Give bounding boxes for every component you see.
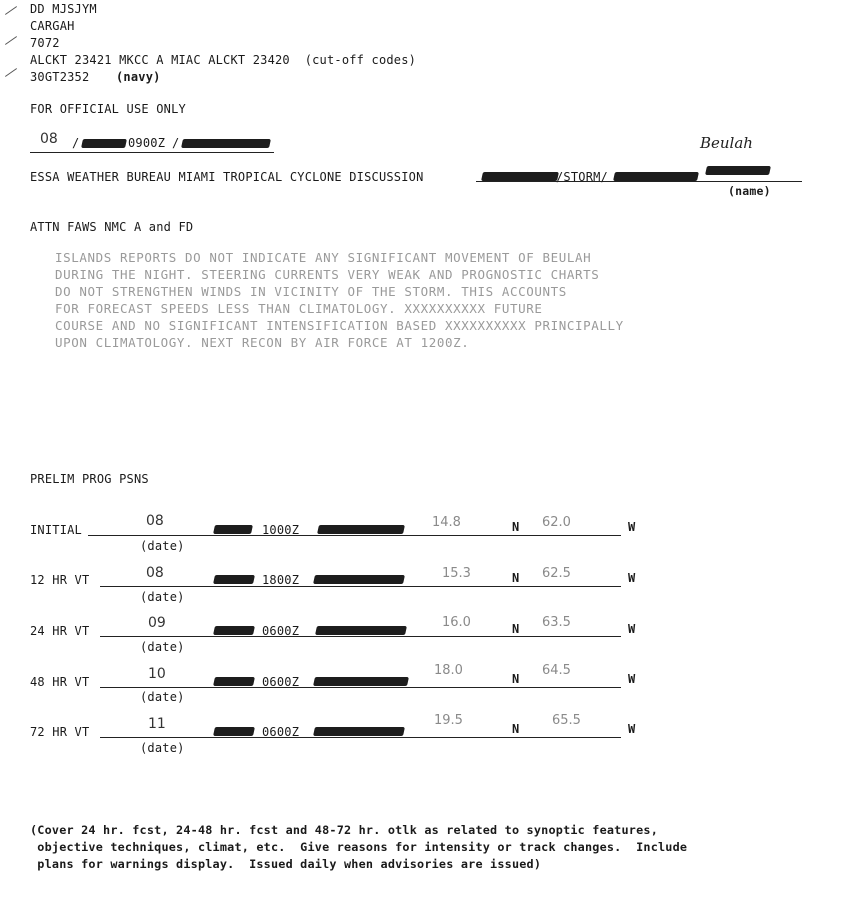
redaction-mark [213,677,255,686]
redaction-mark [181,139,271,148]
redaction-mark [705,166,771,175]
redaction-mark [213,727,255,736]
margin-tick [5,36,17,45]
discussion-line: DURING THE NIGHT. STEERING CURRENTS VERY WEAK AND PROGNOSTIC CHARTS [55,267,600,282]
row-time: 0600Z [262,675,300,689]
discussion-line: UPON CLIMATOLOGY. NEXT RECON BY AIR FORCE AT 1200Z. [55,335,470,350]
prelim-title: PRELIM PROG PSNS [30,472,149,486]
row-label: 24 HR VT [30,624,90,638]
redaction-mark [313,727,405,736]
redaction-mark [313,575,405,584]
row-label: INITIAL [30,523,82,537]
margin-tick [5,6,17,15]
header-cutoff-codes: ALCKT 23421 MKCC A MIAC ALCKT 23420 (cut-off codes) [30,53,417,67]
attn-line: ATTN FAWS NMC A and FD [30,220,194,234]
row-date: 10 [148,666,166,682]
name-label: (name) [728,184,771,198]
row-lon-hemi: W [628,672,636,686]
row-underline [100,586,621,587]
row-lat-hemi: N [512,722,520,736]
row-label: 48 HR VT [30,675,90,689]
row-underline [100,636,621,637]
dtg-time: 0900Z [128,136,166,150]
row-lat-hemi: N [512,571,520,585]
dtg-slash: / [72,136,80,150]
discussion-line: DO NOT STRENGTHEN WINDS IN VICINITY OF THE STORM. THIS ACCOUNTS [55,284,567,299]
discussion-title: ESSA WEATHER BUREAU MIAMI TROPICAL CYCLONE DISCUSSION [30,170,424,184]
row-date: 08 [146,513,164,529]
discussion-line: ISLANDS REPORTS DO NOT INDICATE ANY SIGNIFICANT MOVEMENT OF BEULAH [55,250,592,265]
storm-name-handwritten: Beulah [700,134,753,152]
row-date-label: (date) [140,690,185,704]
row-lon-hemi: W [628,520,636,534]
row-lat: 14.8 [432,515,461,530]
row-date: 11 [148,716,166,732]
dtg-underline [30,152,274,153]
redaction-mark [481,172,559,181]
redaction-mark [315,626,407,635]
header-line-2: CARGAH [30,19,75,33]
redaction-mark [313,677,409,686]
row-date-label: (date) [140,539,185,553]
row-lat: 18.0 [434,663,463,678]
row-lat-hemi: N [512,622,520,636]
discussion-line: COURSE AND NO SIGNIFICANT INTENSIFICATION BASED XXXXXXXXXX PRINCIPALLY [55,318,624,333]
row-time: 0600Z [262,624,300,638]
redaction-mark [213,525,253,534]
row-lon-hemi: W [628,571,636,585]
row-lat: 15.3 [442,566,471,581]
row-time: 0600Z [262,725,300,739]
title-underline [476,181,802,182]
official-use-label: FOR OFFICIAL USE ONLY [30,102,186,116]
header-navy-note: (navy) [116,70,161,84]
row-date-label: (date) [140,590,185,604]
row-lon: 63.5 [542,615,571,630]
row-lon: 64.5 [542,663,571,678]
row-lat: 19.5 [434,713,463,728]
row-lat: 16.0 [442,615,471,630]
row-time: 1800Z [262,573,300,587]
row-underline [88,535,621,536]
row-lon-hemi: W [628,722,636,736]
header-line-1: DD MJSJYM [30,2,97,16]
dtg-slash: / [172,136,180,150]
row-underline [100,687,621,688]
margin-tick [5,68,17,77]
row-label: 72 HR VT [30,725,90,739]
redaction-mark [213,575,255,584]
row-date: 09 [148,615,166,631]
row-date-label: (date) [140,640,185,654]
redaction-mark [213,626,255,635]
row-date: 08 [146,565,164,581]
row-lon: 62.0 [542,515,571,530]
dtg-day: 08 [40,131,58,147]
header-line-3: 7072 [30,36,60,50]
redaction-mark [317,525,405,534]
row-underline [100,737,621,738]
redaction-mark [81,139,127,148]
discussion-line: FOR FORECAST SPEEDS LESS THAN CLIMATOLOGY. XXXXXXXXXX FUTURE [55,301,543,316]
row-date-label: (date) [140,741,185,755]
row-lon-hemi: W [628,622,636,636]
redaction-mark [613,172,699,181]
row-lon: 65.5 [552,713,581,728]
row-lat-hemi: N [512,520,520,534]
footer-line: plans for warnings display. Issued daily when advisories are issued) [30,857,542,871]
row-lon: 62.5 [542,566,571,581]
row-label: 12 HR VT [30,573,90,587]
row-lat-hemi: N [512,672,520,686]
row-time: 1000Z [262,523,300,537]
title-storm-label: /STORM/ [556,170,608,184]
header-code: 30GT2352 [30,70,90,84]
footer-line: objective techniques, climat, etc. Give reasons for intensity or track changes. Include [30,840,688,854]
footer-line: (Cover 24 hr. fcst, 24-48 hr. fcst and 48-72 hr. otlk as related to synoptic features, [30,823,658,837]
